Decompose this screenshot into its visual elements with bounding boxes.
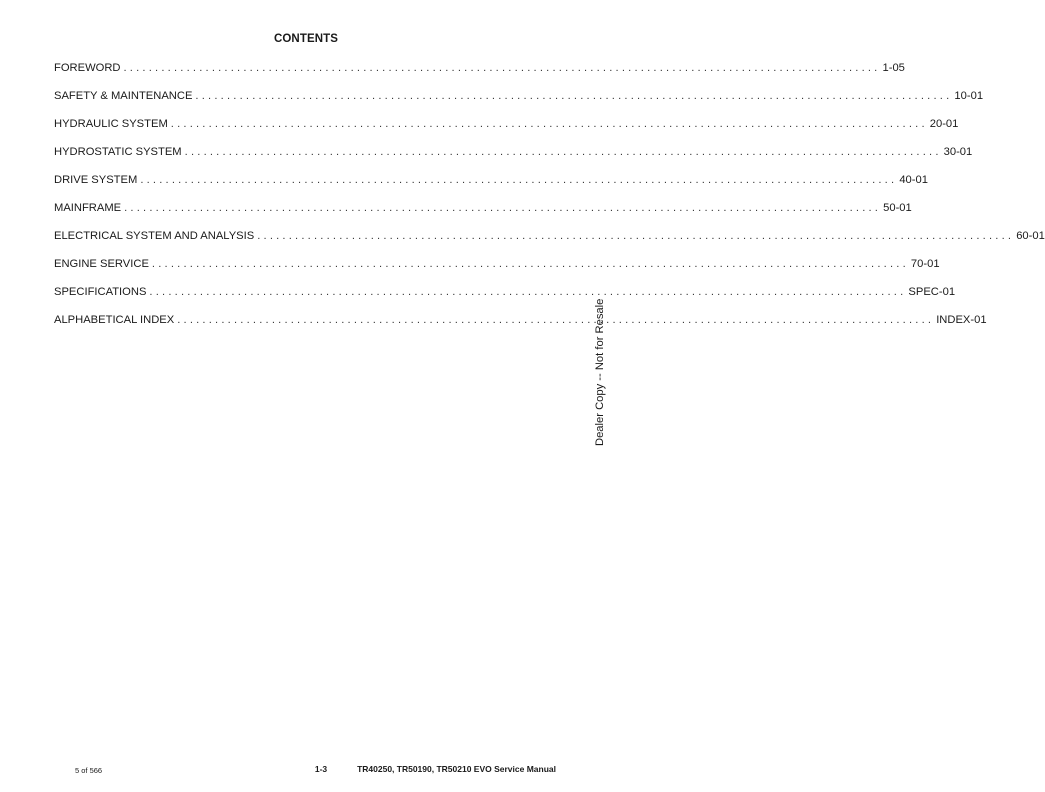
toc-entry-hydrostatic-system[interactable]	[54, 144, 973, 172]
toc-leader-dots: ........................................................................................................................	[195, 90, 953, 102]
toc-leader-dots: ........................................................................................................................	[170, 118, 928, 130]
toc-leader-dots: ........................................................................................................................	[184, 146, 942, 158]
toc-entry-page: 20-01	[929, 118, 959, 130]
toc-entry-page: 60-01	[1016, 230, 1045, 242]
dealer-copy-watermark: Dealer Copy -- Not for Resale	[594, 298, 606, 446]
page-title: CONTENTS	[273, 33, 339, 45]
toc-entry-foreword[interactable]	[54, 60, 905, 88]
toc-entry-page: 50-01	[883, 202, 912, 214]
footer-page-count: 5 of 566	[75, 766, 103, 775]
toc-entry-page: INDEX-01	[936, 314, 987, 326]
toc-entry-label: ENGINE SERVICE	[54, 258, 149, 270]
footer-page-number: 1-3	[314, 764, 328, 774]
toc-entry-page: 10-01	[954, 90, 984, 102]
toc-entry-label: HYDROSTATIC SYSTEM	[54, 146, 182, 158]
toc-leader-dots: ........................................................................................................................	[257, 230, 1015, 242]
toc-leader-dots: ........................................................................................................................	[140, 174, 898, 186]
toc-leader-dots: ........................................................................................................................	[123, 62, 881, 74]
toc-entry-hydraulic-system[interactable]	[54, 116, 959, 144]
toc-entry-label: HYDRAULIC SYSTEM	[54, 118, 168, 130]
toc-entry-page: 40-01	[899, 174, 928, 186]
toc-entry-label: SPECIFICATIONS	[54, 286, 147, 298]
toc-entry-drive-system[interactable]	[54, 172, 928, 200]
toc-entry-page: 30-01	[943, 146, 973, 158]
toc-entry-electrical-system[interactable]	[54, 228, 1045, 256]
toc-entry-page: SPEC-01	[908, 286, 956, 298]
toc-entry-specifications[interactable]	[54, 284, 956, 312]
toc-entry-page: 1-05	[882, 62, 905, 74]
toc-leader-dots: ........................................................................................................................	[124, 202, 882, 214]
toc-entry-label: ELECTRICAL SYSTEM AND ANALYSIS	[54, 230, 255, 242]
toc-entry-label: SAFETY & MAINTENANCE	[54, 90, 193, 102]
toc-entry-label: DRIVE SYSTEM	[54, 174, 138, 186]
toc-entry-engine-service[interactable]	[54, 256, 940, 284]
toc-entry-mainframe[interactable]	[54, 200, 912, 228]
table-of-contents	[54, 60, 1045, 340]
toc-entry-label: MAINFRAME	[54, 202, 122, 214]
toc-leader-dots: ........................................................................................................................	[151, 258, 909, 270]
toc-leader-dots: ........................................................................................................................	[149, 286, 907, 298]
toc-entry-label: ALPHABETICAL INDEX	[54, 314, 175, 326]
toc-entry-alphabetical-index[interactable]	[54, 312, 987, 340]
toc-leader-dots: ........................................................................................................................	[177, 314, 935, 326]
toc-entry-label: FOREWORD	[54, 62, 121, 74]
footer-manual-title: TR40250, TR50190, TR50210 EVO Service Manual	[357, 764, 556, 774]
toc-entry-page: 70-01	[910, 258, 940, 270]
toc-entry-safety-maintenance[interactable]	[54, 88, 984, 116]
